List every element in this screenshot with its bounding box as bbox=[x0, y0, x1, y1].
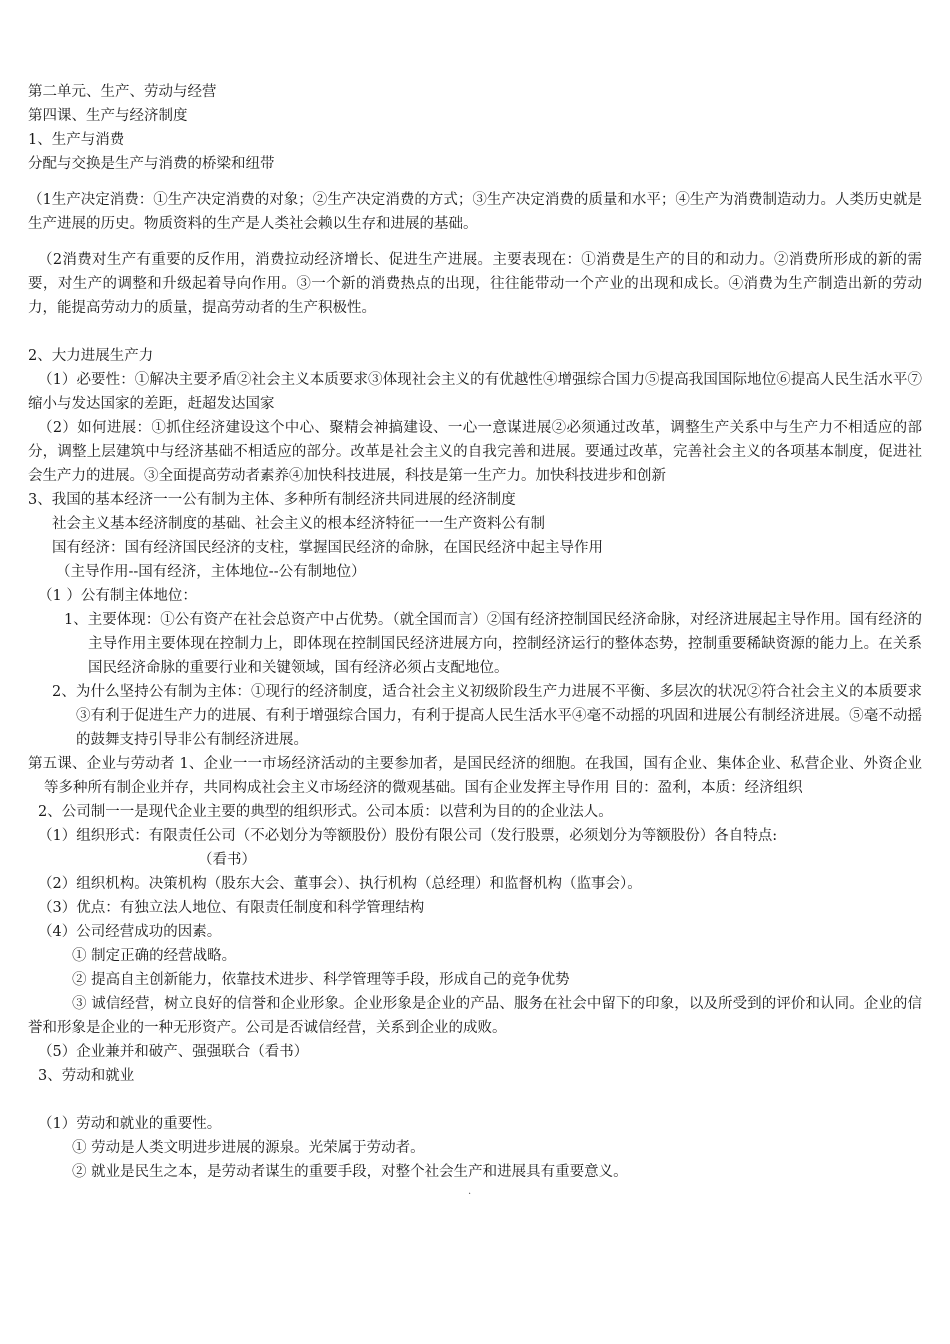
paragraph: （1生产决定消费：①生产决定消费的对象；②生产决定消费的方式；③生产决定消费的质量和水平；④生产为消费制造动力。人类历史就是生产进展的历史。物质资料的生产是人类社会赖以生存和进展的基础。 bbox=[28, 192, 922, 232]
paragraph: （3）优点：有独立法人地位、有限责任制度和科学管理结构 bbox=[38, 900, 425, 916]
list-item: ② 就业是民生之本，是劳动者谋生的重要手段，对整个社会生产和进展具有重要意义。 bbox=[72, 1164, 628, 1180]
list-item: ① 制定正确的经营战略。 bbox=[72, 948, 237, 964]
list-item: ③ 诚信经营，树立良好的信誉和企业形象。企业形象是企业的产品、服务在社会中留下的印象，以及所受到的评价和认同。企业的信誉和形象是企业的一种无形资产。公司是否诚信经营，关系到企业的成败。 bbox=[28, 996, 922, 1036]
paragraph: 分配与交换是生产与消费的桥梁和纽带 bbox=[28, 156, 275, 172]
section-heading: 3、劳动和就业 bbox=[38, 1068, 135, 1084]
lesson-paragraph: 第五课、企业与劳动者 1、企业一一市场经济活动的主要参加者，是国民经济的细胞。在我国，国有企业、集体企业、私营企业、外资企业等多种所有制企业并存，共同构成社会主义市场经济的微观基础。国有企业发挥主导作用 目的：盈利，本质：经济组织 bbox=[28, 756, 922, 796]
paragraph: （2）如何进展：①抓住经济建设这个中心、聚精会神搞建设、一心一意谋进展②必须通过改革，调整生产关系中与生产力不相适应的部分，调整上层建筑中与经济基础不相适应的部分。改革是社会主义的自我完善和进展。要通过改革，完善社会主义的各项基本制度，促进社会生产力的进展。③全面提高劳动者素养④加快科技进展，科技是第一生产力。加快科技进步和创新 bbox=[28, 420, 922, 484]
section-heading: 3、我国的基本经济一一公有制为主体、多种所有制经济共同进展的经济制度 bbox=[28, 492, 516, 508]
paragraph: 国有经济：国有经济国民经济的支柱，掌握国民经济的命脉，在国民经济中起主导作用 bbox=[52, 540, 603, 556]
list-item: 1、主要体现：①公有资产在社会总资产中占优势。（就全国而言）②国有经济控制国民经济命脉，对经济进展起主导作用。国有经济的主导作用主要体现在控制力上，即体现在控制国民经济进展方向，控制经济运行的整体态势，控制重要稀缺资源的能力上。在关系国民经济命脉的重要行业和关键领域，国有经济必须占支配地位。 bbox=[64, 612, 922, 676]
paragraph: 社会主义基本经济制度的基础、社会主义的根本经济特征一一生产资料公有制 bbox=[52, 516, 545, 532]
paragraph: （1）必要性：①解决主要矛盾②社会主义本质要求③体现社会主义的有优越性④增强综合国力⑤提高我国国际地位⑥提高人民生活水平⑦缩小与发达国家的差距，赶超发达国家 bbox=[28, 372, 922, 412]
subsection-heading: （1）劳动和就业的重要性。 bbox=[38, 1116, 222, 1132]
paragraph: 2、公司制一一是现代企业主要的典型的组织形式。公司本质：以营利为目的的企业法人。 bbox=[38, 804, 613, 820]
list-item: ① 劳动是人类文明进步进展的源泉。光荣属于劳动者。 bbox=[72, 1140, 425, 1156]
paragraph: （5）企业兼并和破产、强强联合（看书） bbox=[38, 1044, 309, 1060]
list-item: ② 提高自主创新能力，依靠技术进步、科学管理等手段，形成自己的竞争优势 bbox=[72, 972, 570, 988]
paragraph: （主导作用--国有经济，主体地位--公有制地位） bbox=[56, 564, 366, 580]
stray-dot: . bbox=[468, 1186, 472, 1197]
paragraph: （4）公司经营成功的因素。 bbox=[38, 924, 222, 940]
paragraph: （2消费对生产有重要的反作用，消费拉动经济增长、促进生产进展。主要表现在：①消费是生产的目的和动力。②消费所形成的新的需要，对生产的调整和升级起着导向作用。③一个新的消费热点的出现，往往能带动一个产业的出现和成长。④消费为生产制造出新的劳动力，能提高劳动力的质量，提高劳动者的生产积极性。 bbox=[28, 252, 922, 316]
lesson-title: 第四课、生产与经济制度 bbox=[28, 108, 188, 124]
section-heading: 2、大力进展生产力 bbox=[28, 348, 154, 364]
section-heading: 1、生产与消费 bbox=[28, 132, 125, 148]
paragraph: （看书） bbox=[198, 852, 256, 868]
list-item: 2、为什么坚持公有制为主体：①现行的经济制度，适合社会主义初级阶段生产力进展不平衡、多层次的状况②符合社会主义的本质要求③有利于促进生产力的进展、有利于增强综合国力，有利于提高人民生活水平④毫不动摇的巩固和进展公有制经济进展。⑤毫不动摇的鼓舞支持引导非公有制经济进展。 bbox=[52, 684, 922, 748]
subsection-heading: （1 ）公有制主体地位： bbox=[38, 588, 197, 604]
unit-title: 第二单元、生产、劳动与经营 bbox=[28, 84, 217, 100]
paragraph: （1）组织形式：有限责任公司（不必划分为等额股份）股份有限公司（发行股票，必须划分为等额股份）各自特点: bbox=[38, 828, 778, 844]
paragraph: （2）组织机构。决策机构（股东大会、董事会）、执行机构（总经理）和监督机构（监事会）。 bbox=[38, 876, 642, 892]
